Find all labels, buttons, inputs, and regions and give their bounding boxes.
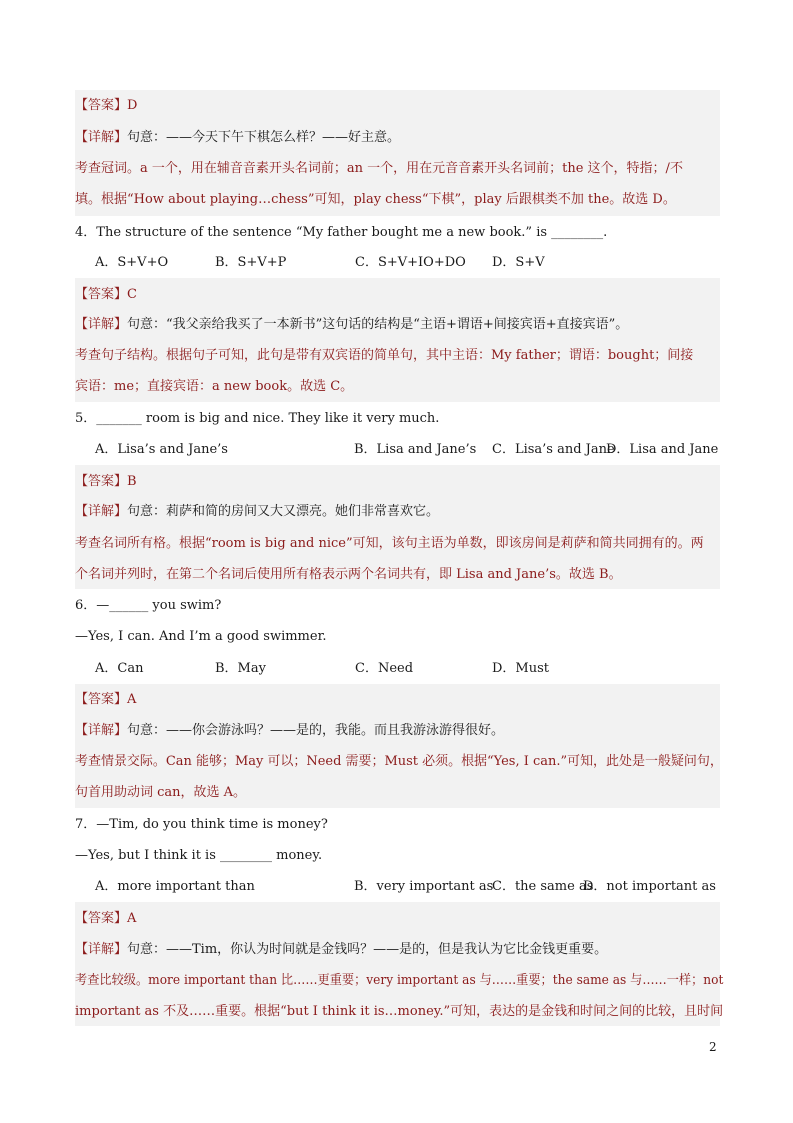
option-b: B．very important as xyxy=(354,879,494,894)
detail-line: 【详解】句意：莉萨和简的房间又大又漂亮。她们非常喜欢它。 xyxy=(75,504,440,519)
analysis-line: 宾语：me；直接宾语：a new book。故选 C。 xyxy=(75,379,354,394)
question: 4．The structure of the sentence “My father bought me a new book.” is ________. xyxy=(75,225,608,240)
option-b: B．S+V+P xyxy=(215,255,287,270)
analysis-line: 句首用助动词 can，故选 A。 xyxy=(75,785,247,800)
analysis-line: 考查名词所有格。根据“room is big and nice”可知，该句主语为单数，即该房间是莉萨和简共同拥有的。两 xyxy=(75,536,704,551)
option-c: C．S+V+IO+DO xyxy=(355,255,466,270)
answer-line: 【答案】C xyxy=(75,287,137,302)
detail-line: 【详解】句意：——今天下午下棋怎么样？——好主意。 xyxy=(75,130,401,145)
answer-line: 【答案】D xyxy=(75,98,138,113)
option-c: C．the same as xyxy=(492,879,594,894)
option-a: A．Can xyxy=(95,661,144,676)
answer-line: 【答案】A xyxy=(75,911,137,926)
answer-block xyxy=(75,278,720,402)
detail-line: 【详解】句意：——你会游泳吗？——是的，我能。而且我游泳游得很好。 xyxy=(75,723,505,738)
detail-line: 【详解】句意：“我父亲给我买了一本新书”这句话的结构是“主语+谓语+间接宾语+直接宾语”。 xyxy=(75,317,629,332)
question: 6．—______ you swim? xyxy=(75,598,222,613)
answer-block xyxy=(75,684,723,808)
option-d: D．S+V xyxy=(492,255,545,270)
option-c: C．Lisa’s and Jane xyxy=(492,442,615,457)
answer-block xyxy=(75,90,720,216)
answer-block xyxy=(75,465,720,589)
option-b: B．Lisa and Jane’s xyxy=(354,442,477,457)
option-d: D．Must xyxy=(492,661,550,676)
analysis-line: 考查情景交际。Can 能够；May 可以；Need 需要；Must 必须。根据“Yes, I can.”可知，此处是一般疑问句， xyxy=(75,754,723,769)
answer-line: 【答案】B xyxy=(75,474,137,489)
analysis-line: 填。根据“How about playing…chess”可知，play chess“下棋”，play 后跟棋类不加 the。故选 D。 xyxy=(75,192,676,207)
analysis-line: 考查句子结构。根据句子可知，此句是带有双宾语的简单句，其中主语：My father；谓语：bought；间接 xyxy=(75,348,694,363)
option-a: A．S+V+O xyxy=(95,255,169,270)
option-c: C．Need xyxy=(355,661,414,676)
option-a: A．Lisa’s and Jane’s xyxy=(95,442,228,457)
question: 5．_______ room is big and nice. They like it very much. xyxy=(75,411,440,426)
answer-block xyxy=(75,902,724,1026)
analysis-line: 个名词并列时，在第二个名词后使用所有格表示两个名词共有，即 Lisa and Jane’s。故选 B。 xyxy=(75,567,622,582)
detail-line: 【详解】句意：——Tim，你认为时间就是金钱吗？——是的，但是我认为它比金钱更重要。 xyxy=(75,942,608,957)
answer-line: 【答案】A xyxy=(75,692,137,707)
analysis-line: 考查比较级。more important than 比……更重要；very important as 与……重要；the same as 与……一样；not xyxy=(75,973,724,988)
analysis-line: important as 不及……重要。根据“but I think it is…money.”可知，表达的是金钱和时间之间的比较，且时间 xyxy=(75,1004,724,1019)
question-response: —Yes, I can. And I’m a good swimmer. xyxy=(75,629,327,644)
analysis-line: 考查冠词。a 一个，用在辅音音素开头名词前；an 一个，用在元音音素开头名词前；the 这个，特指；/不 xyxy=(75,161,683,176)
option-d: D．Lisa and Jane xyxy=(606,442,719,457)
option-d: D．not important as xyxy=(583,879,716,894)
question-response: —Yes, but I think it is ________ money. xyxy=(75,848,323,863)
option-b: B．May xyxy=(215,661,266,676)
page-number: 2 xyxy=(709,1040,717,1054)
option-a: A．more important than xyxy=(95,879,255,894)
question: 7．—Tim, do you think time is money? xyxy=(75,817,328,832)
